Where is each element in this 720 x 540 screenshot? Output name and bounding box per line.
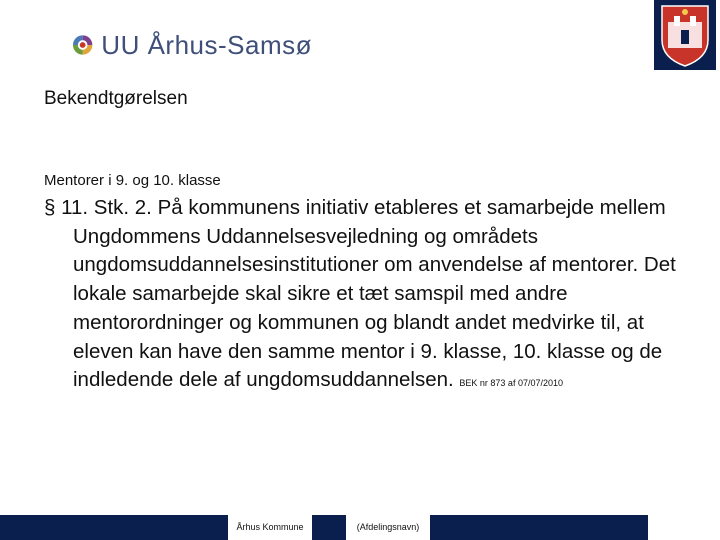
paragraph-text: § 11. Stk. 2. På kommunens initiativ etableres et samarbejde mellem Ungdommens Uddannelsesvejledning og områdets ungdomsuddannelsesinstitutioner om anvendelse af mentorer. Det lokale samarbejde skal sikre et tæt samspil med andre mentorordninger og kommunen og blandt andet medvirke til, at eleven kan have den samme mentor i 9. klasse, 10. klasse og de indledende dele af ungdomsuddannelsen. xyxy=(44,196,676,392)
logo-text: UU Århus-Samsø xyxy=(101,29,312,60)
legal-reference: BEK nr 873 af 07/07/2010 xyxy=(459,378,563,389)
slide-subheading: Mentorer i 9. og 10. klasse xyxy=(44,172,221,189)
aarhus-crest-icon xyxy=(654,0,716,70)
footer-organization: Århus Kommune xyxy=(228,515,312,540)
uu-logo xyxy=(72,20,312,70)
footer-department: (Afdelingsnavn) xyxy=(346,515,430,540)
slide-heading: Bekendtgørelsen xyxy=(44,88,188,109)
paragraph-11 xyxy=(44,194,703,398)
footer-bar xyxy=(0,515,648,540)
uu-logo-mark-icon xyxy=(72,23,93,67)
